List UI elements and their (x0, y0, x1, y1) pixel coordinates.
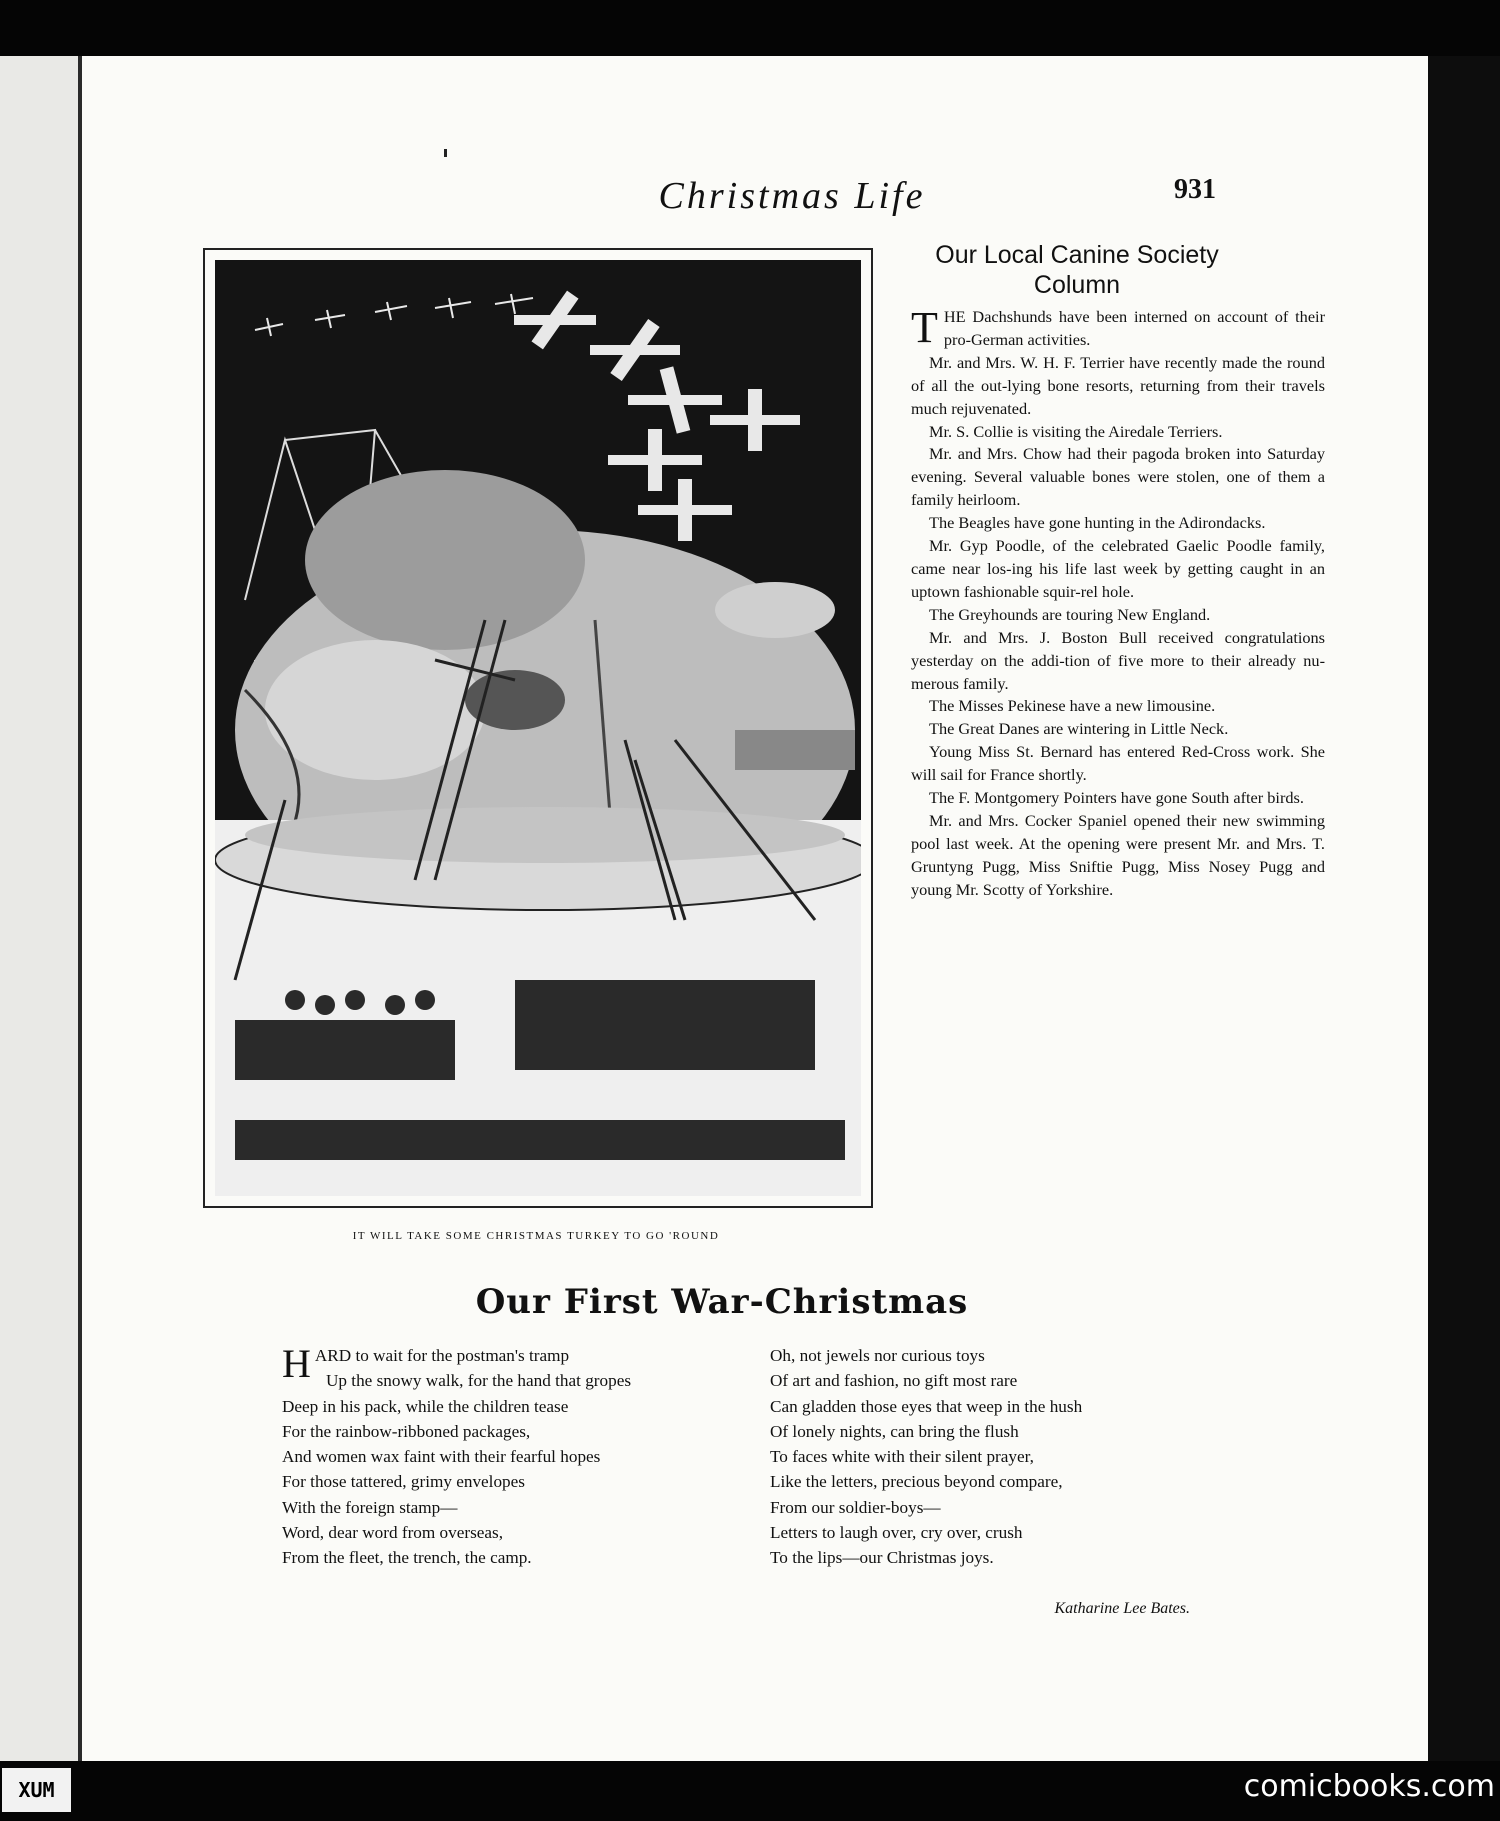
column-paragraph: The Great Danes are wintering in Little Neck. (929, 719, 1229, 739)
poem-line: From our soldier-boys— (770, 1497, 941, 1517)
poem-line: Oh, not jewels nor curious toys (770, 1346, 985, 1365)
crowd-figures (235, 980, 845, 1160)
column-title-line1: Our Local Canine Society (935, 241, 1219, 269)
poem-stanza-left (282, 1343, 752, 1571)
barn (735, 730, 855, 770)
poem-author: Katharine Lee Bates. (1054, 1600, 1190, 1617)
poem-line: With the foreign stamp— (282, 1497, 458, 1517)
column-title-line2: Column (1033, 271, 1121, 299)
drop-cap: H (282, 1341, 311, 1386)
society-column-body (911, 303, 1325, 902)
poem-line: To faces white with their silent prayer, (770, 1447, 1034, 1467)
poem-stanza-right (770, 1343, 1230, 1571)
turkey-cartoon-illustration (203, 248, 873, 1208)
facing-page-edge (0, 56, 82, 1761)
print-speck (444, 149, 447, 157)
poem-line: ARD to wait for the postman's tramp (314, 1346, 570, 1365)
column-paragraph: Mr. S. Collie is visiting the Airedale Terriers. (929, 421, 1223, 441)
page-number: 931 (1174, 174, 1216, 205)
running-title: Christmas Life (658, 175, 926, 217)
column-paragraph-1: THE Dachshunds have been interned on account of their pro-German activities. (911, 303, 1325, 352)
column-paragraph: Mr. and Mrs. Chow had their pagoda broken into Saturday evening. Several valuable bones were stolen, one of them a family heirloom. (911, 444, 1325, 510)
poem-line: Can gladden those eyes that weep in the hush (770, 1396, 1083, 1416)
poem-line: Letters to laugh over, cry over, crush (770, 1523, 1023, 1543)
poem-line: To the lips—our Christmas joys. (770, 1548, 994, 1568)
poem-line: Deep in his pack, while the children tease (282, 1396, 569, 1416)
cartoon-drawing (215, 260, 861, 1196)
poem-line: From the fleet, the trench, the camp. (282, 1548, 532, 1568)
column-paragraph: Mr. and Mrs. J. Boston Bull received congratulations yesterday on the addi-tion of five more to their already nu-merous family. (911, 627, 1325, 693)
scan-right-border (1428, 56, 1500, 1761)
poem-title: Our First War-Christmas (475, 1282, 969, 1322)
poem-line: Of lonely nights, can bring the flush (770, 1421, 1019, 1441)
poem-line: Like the letters, precious beyond compare, (770, 1472, 1063, 1492)
drop-cap: T (911, 303, 938, 352)
poem-line: And women wax faint with their fearful hopes (282, 1447, 601, 1467)
column-paragraph: Mr. and Mrs. Cocker Spaniel opened their new swimming pool last week. At the opening were present Mr. and Mrs. T. Gruntyng Pugg, Miss Sniftie Pugg, Miss Nosey Pugg and young Mr. Scotty of Yorkshire. (911, 810, 1325, 899)
poem-line: Up the snowy walk, for the hand that gropes (326, 1371, 632, 1391)
magazine-page (82, 56, 1428, 1761)
column-paragraph: The Beagles have gone hunting in the Adirondacks. (929, 513, 1266, 533)
poem-line: For the rainbow-ribboned packages, (282, 1421, 531, 1441)
column-paragraph: The Greyhounds are touring New England. (929, 604, 1211, 624)
column-paragraph: Young Miss St. Bernard has entered Red-Cross work. She will sail for France shortly. (911, 742, 1325, 785)
column-paragraph: The F. Montgomery Pointers have gone South after birds. (929, 788, 1304, 808)
column-paragraph: Mr. and Mrs. W. H. F. Terrier have recently made the round of all the out-lying bone resorts, returning from their travels much rejuvenated. (911, 352, 1325, 418)
illustration-caption: IT WILL TAKE SOME CHRISTMAS TURKEY TO GO 'ROUND (352, 1230, 720, 1242)
scan-top-border (0, 0, 1500, 56)
site-watermark: comicbooks.com (1243, 1769, 1495, 1804)
poem-line: Word, dear word from overseas, (282, 1523, 504, 1543)
archive-badge: XUM (2, 1768, 71, 1812)
society-column-title (882, 240, 1272, 300)
column-paragraph: The Misses Pekinese have a new limousine. (929, 696, 1216, 716)
poem-line: For those tattered, grimy envelopes (282, 1472, 525, 1492)
poem-line: Of art and fashion, no gift most rare (770, 1371, 1018, 1391)
column-paragraph: Mr. Gyp Poodle, of the celebrated Gaelic Poodle family, came near los-ing his life last week by getting caught in an uptown fashionable squir-rel hole. (911, 536, 1325, 601)
